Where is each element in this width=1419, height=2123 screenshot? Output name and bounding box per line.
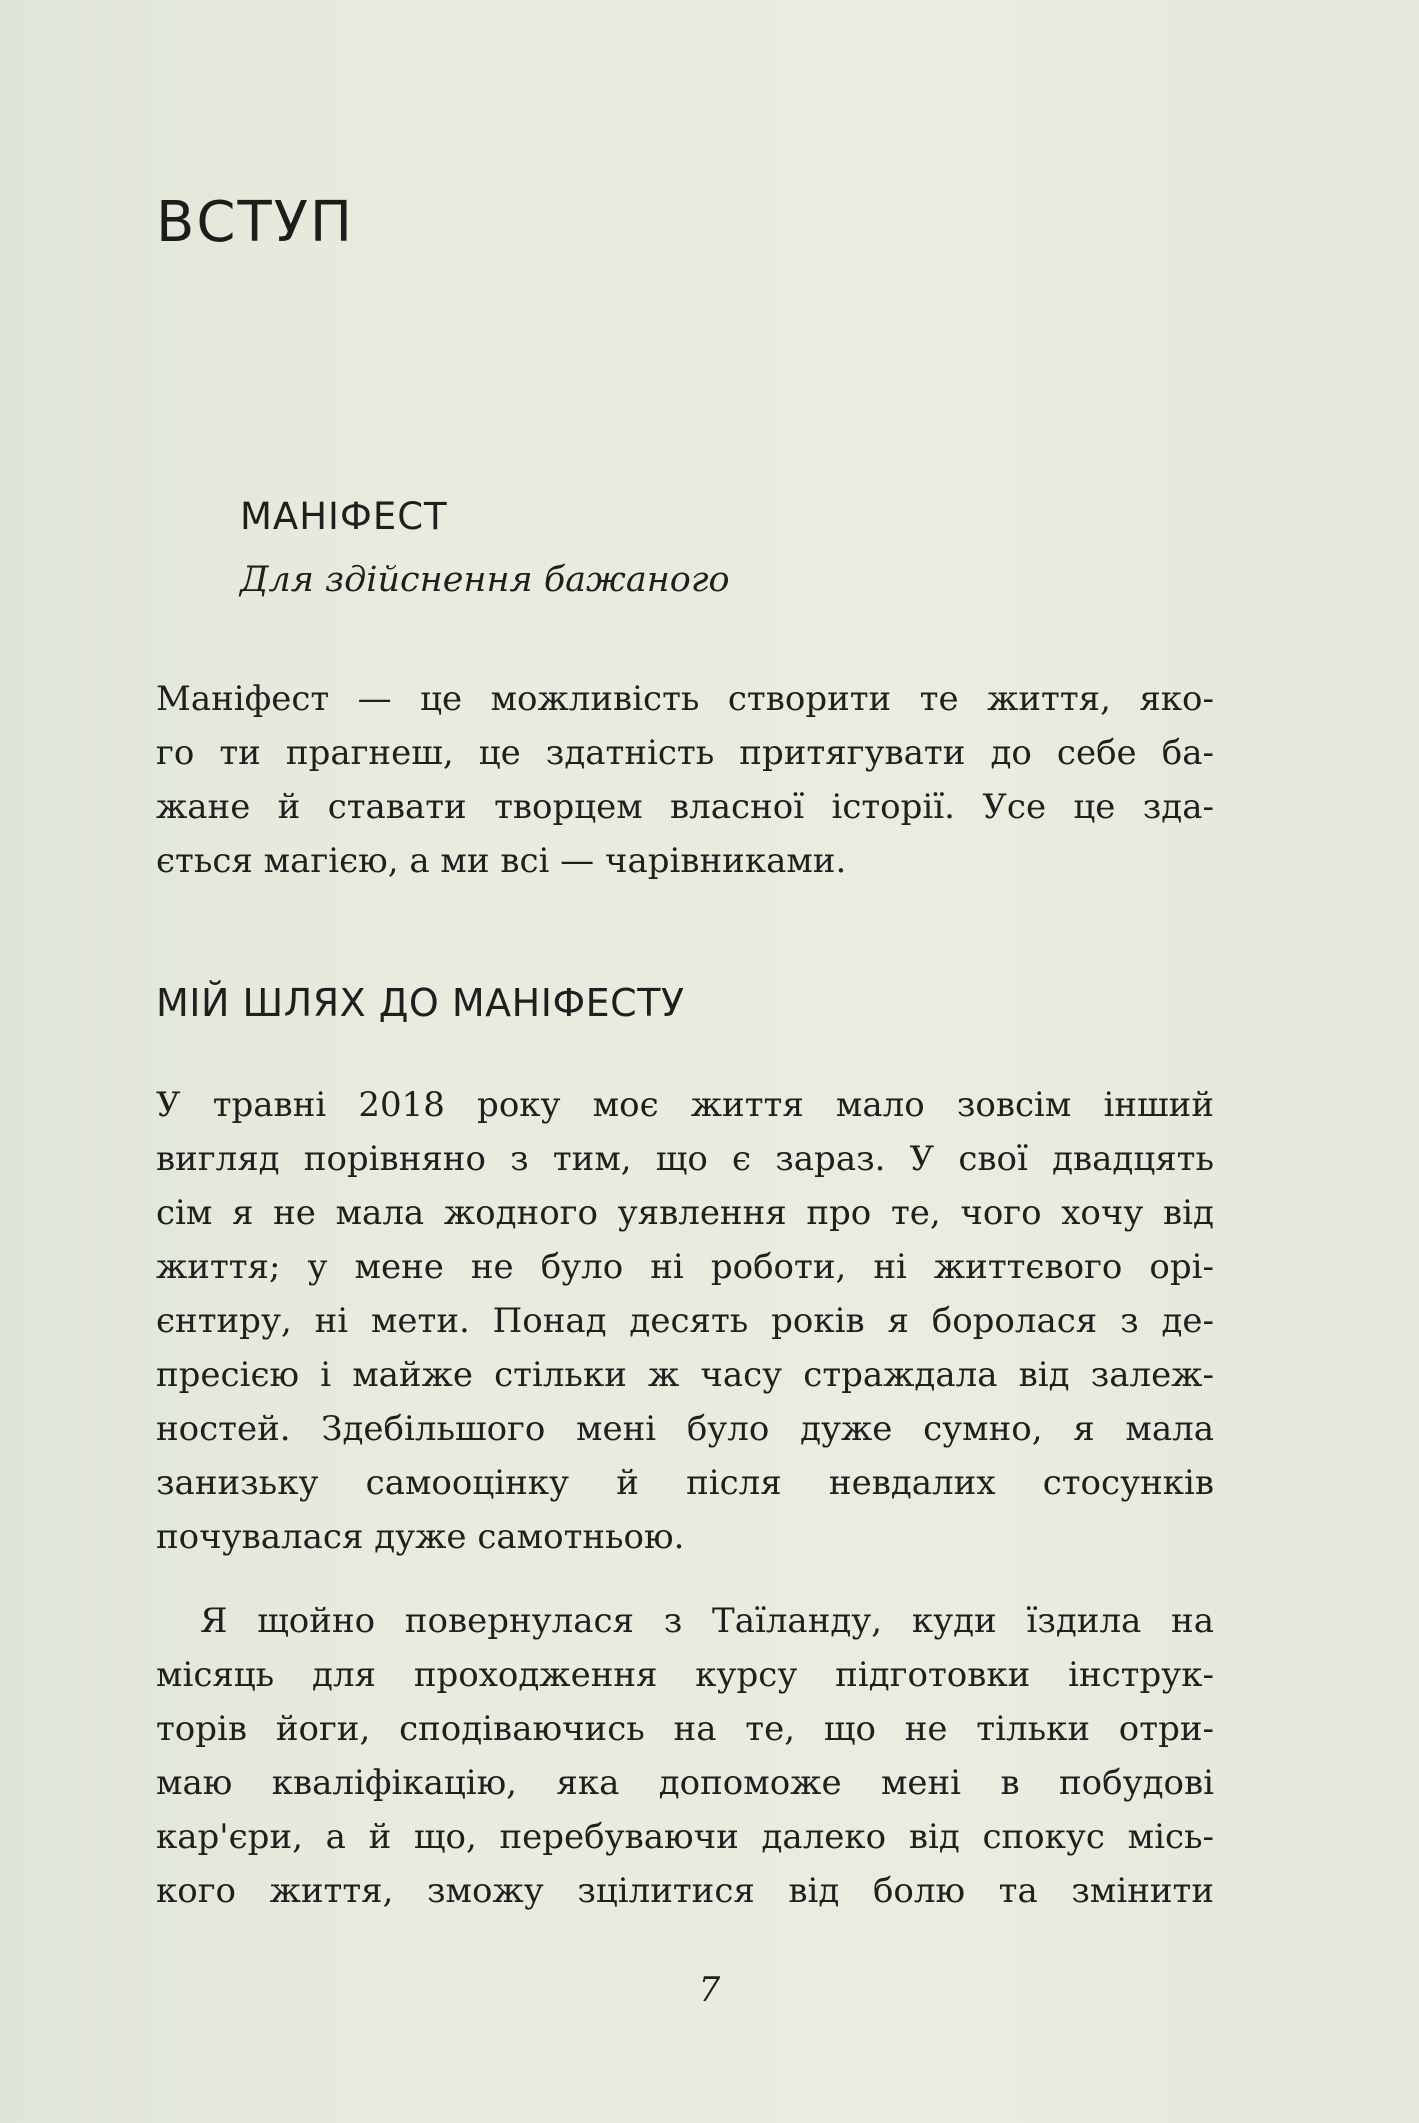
section-title: МАНІФЕСТ [240, 495, 448, 538]
text-line: єнтиру, ні мети. Понад десять років я боролася з де- [156, 1301, 1214, 1341]
chapter-title: ВСТУП [156, 190, 354, 255]
text-line: маю кваліфікацію, яка допоможе мені в побудові [156, 1763, 1214, 1803]
intro-paragraph [156, 672, 1214, 888]
text-line: почувалася дуже самотньою. [156, 1517, 685, 1557]
text-line: го ти прагнеш, це здатність притягувати до себе ба- [156, 733, 1214, 773]
body-paragraph-1 [156, 1078, 1214, 1564]
body-paragraph-2 [156, 1594, 1214, 1918]
text-line: ностей. Здебільшого мені було дуже сумно, я мала [156, 1409, 1214, 1449]
text-line: кар'єри, а й що, перебуваючи далеко від спокус місь- [156, 1817, 1214, 1857]
text-line: місяць для проходження курсу підготовки інструк- [156, 1655, 1214, 1695]
text-line: занизьку самооцінку й після невдалих стосунків [156, 1463, 1214, 1503]
text-line: вигляд порівняно з тим, що є зараз. У свої двадцять [156, 1139, 1214, 1179]
subheading: МІЙ ШЛЯХ ДО МАНІФЕСТУ [156, 981, 685, 1025]
text-line: сім я не мала жодного уявлення про те, чого хочу від [156, 1193, 1214, 1233]
text-line: кого життя, зможу зцілитися від болю та змінити [156, 1871, 1214, 1911]
text-line: ється магією, а ми всі — чарівниками. [156, 841, 847, 881]
text-line: Я щойно повернулася з Таїланду, куди їздила на [200, 1601, 1214, 1641]
text-line: жане й ставати творцем власної історії. Усе це зда- [156, 787, 1214, 827]
text-line: пресією і майже стільки ж часу страждала від залеж- [156, 1355, 1214, 1395]
text-line: У травні 2018 року моє життя мало зовсім інший [156, 1085, 1214, 1125]
text-line: Маніфест — це можливість створити те життя, яко- [156, 679, 1214, 719]
text-line: торів йоги, сподіваючись на те, що не тільки отри- [156, 1709, 1214, 1749]
page-number: 7 [698, 1970, 721, 2010]
text-line: життя; у мене не було ні роботи, ні життєвого орі- [156, 1247, 1214, 1287]
section-subtitle: Для здійснення бажаного [240, 560, 730, 600]
